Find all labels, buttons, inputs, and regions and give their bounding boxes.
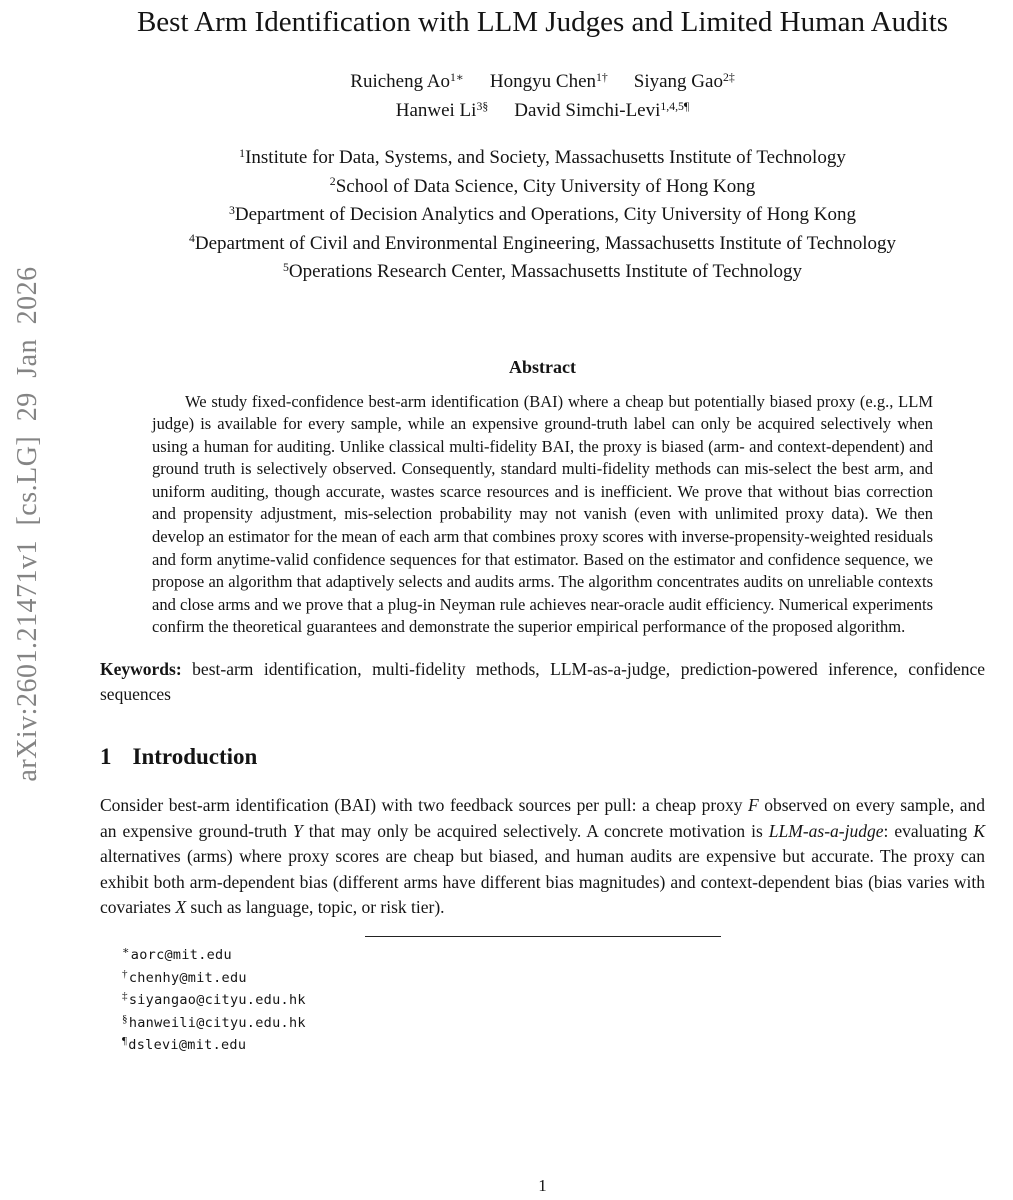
intro-text-run: alternatives (arms) where proxy scores are cheap but biased, and human audits are expensive but accurate. The proxy can exhibit both arm-dependent bias (different arms have different bias magnitudes) and context-dependent bias (bias varies with covariates [100,846,985,918]
footnote-line [100,1013,985,1036]
intro-text-run: that may only be acquired selectively. A concrete motivation is [302,820,769,841]
footnote-marker: ‡ [122,990,128,1003]
footnote-marker: § [122,1012,128,1025]
footnote-marker: ¶ [122,1035,128,1048]
page-number: 1 [538,1176,547,1195]
abstract-text: We study fixed-confidence best-arm identification (BAI) where a cheap but potentially biased proxy (e.g., LLM judge) is available for every sample, while an expensive ground-truth label can only be acquired selectively when using a human for auditing. Unlike classical multi-fidelity BAI, the proxy is biased (arm- and context-dependent) and ground truth is selectively observed. Consequently, standard multi-fidelity methods can mis-select the best arm, and uniform auditing, though accurate, wastes scarce resources and is inefficient. We prove that without bias correction and propensity adjustment, mis-selection probability may not vanish (even with unlimited proxy data). We then develop an estimator for the mean of each arm that combines proxy scores with inverse-propensity-weighted residuals and form anytime-valid confidence sequences for that estimator. Based on the estimator and confidence sequence, we propose an algorithm that adaptively selects and audits arms. The algorithm concentrates audits on unreliable contexts and close arms and we prove that a plug-in Neyman rule achieves near-oracle audit efficiency. Numerical experiments confirm the theoretical guarantees and demonstrate the superior empirical performance of the proposed algorithm. [152,391,933,637]
footnote-marker: † [122,967,128,980]
affiliation-line: $^1$Institute for Data, Systems, and Society, Massachusetts Institute of Technology [239,146,846,168]
affiliation-block [100,145,985,288]
footnote-email: chenhy@mit.edu [128,969,247,986]
arxiv-watermark: arXiv:2601.21471v1 [cs.LG] 29 Jan 2026 [12,266,43,782]
author-line [100,97,985,126]
affiliation-superscript: 5 [283,260,289,274]
footnote-rule [365,936,721,937]
affiliation-line: $^4$Department of Civil and Environmental Engineering, Massachusetts Institute of Technology [188,232,897,254]
author-name: David Simchi-Levi$^{1,4,5\P}$ [514,99,690,121]
author-superscript: 2‡ [722,70,735,84]
section-heading-introduction [100,744,985,770]
author-block [100,68,985,126]
affiliation-line: $^5$Operations Research Center, Massachusetts Institute of Technology [283,260,802,282]
paper-content [100,0,985,1195]
intro-text-run: Consider best-arm identification (BAI) with two feedback sources per pull: a cheap proxy [100,795,748,816]
affiliation-superscript: 1 [239,146,246,160]
author-name: Ruicheng $Ao^{1∗}$ [350,70,464,92]
footnote-line [100,990,985,1013]
author-name: Hongyu Chen$^{1\dagger}$ [489,70,608,92]
italic-term: F [747,795,759,816]
footnote-marker: ∗ [122,945,130,958]
affiliation-line: $^2$School of Data Science, City University of Hong Kong [329,175,756,197]
author-name: Siyang Gao$^{2\ddagger}$ [633,70,735,92]
italic-term: K [973,820,985,841]
section-title: Introduction [132,744,258,770]
footnote-line [100,968,985,991]
keywords-line [100,657,985,707]
footnote-line [100,945,985,968]
footnote-line [100,1035,985,1058]
italic-term: LLM-as-a-judge [768,820,884,841]
intro-text-run: : evaluating [883,820,974,841]
affiliation-superscript: 4 [188,232,195,246]
intro-text-run: such as language, topic, or risk tier). [186,897,445,918]
author-superscript: 3§ [476,99,489,113]
abstract-heading: Abstract [509,356,576,377]
author-superscript: 1† [596,70,608,84]
section-number: 1 [100,744,112,770]
intro-paragraph [100,793,985,921]
paper-title: Best Arm Identification with LLM Judges and Limited Human Audits [136,6,949,38]
footnote-block [100,945,985,1058]
author-line [100,68,985,97]
keywords-label: Keywords: [100,659,182,680]
keywords-text: best-arm identification, multi-fidelity methods, LLM-as-a-judge, prediction-powered inference, confidence sequences [100,659,985,705]
author-superscript: 1,4,5¶ [660,99,690,113]
intro-text-run: observed on every sample, and an expensive ground-truth [100,795,985,841]
footnote-email: hanweili@cityu.edu.hk [128,1014,306,1031]
italic-term: X [175,897,187,918]
footnote-email: dslevi@mit.edu [128,1037,247,1054]
affiliation-line: $^3$Department of Decision Analytics and Operations, City University of Hong Kong [229,203,856,225]
footnote-email: siyangao@cityu.edu.hk [128,992,306,1009]
author-superscript: 1∗ [450,70,464,84]
footnote-email: aorc@mit.edu [130,947,232,963]
affiliation-superscript: 3 [229,203,235,217]
author-name: Hanwei $Li^{3\S}$ [395,99,489,121]
affiliation-superscript: 2 [329,175,336,189]
italic-term: Y [293,820,303,841]
